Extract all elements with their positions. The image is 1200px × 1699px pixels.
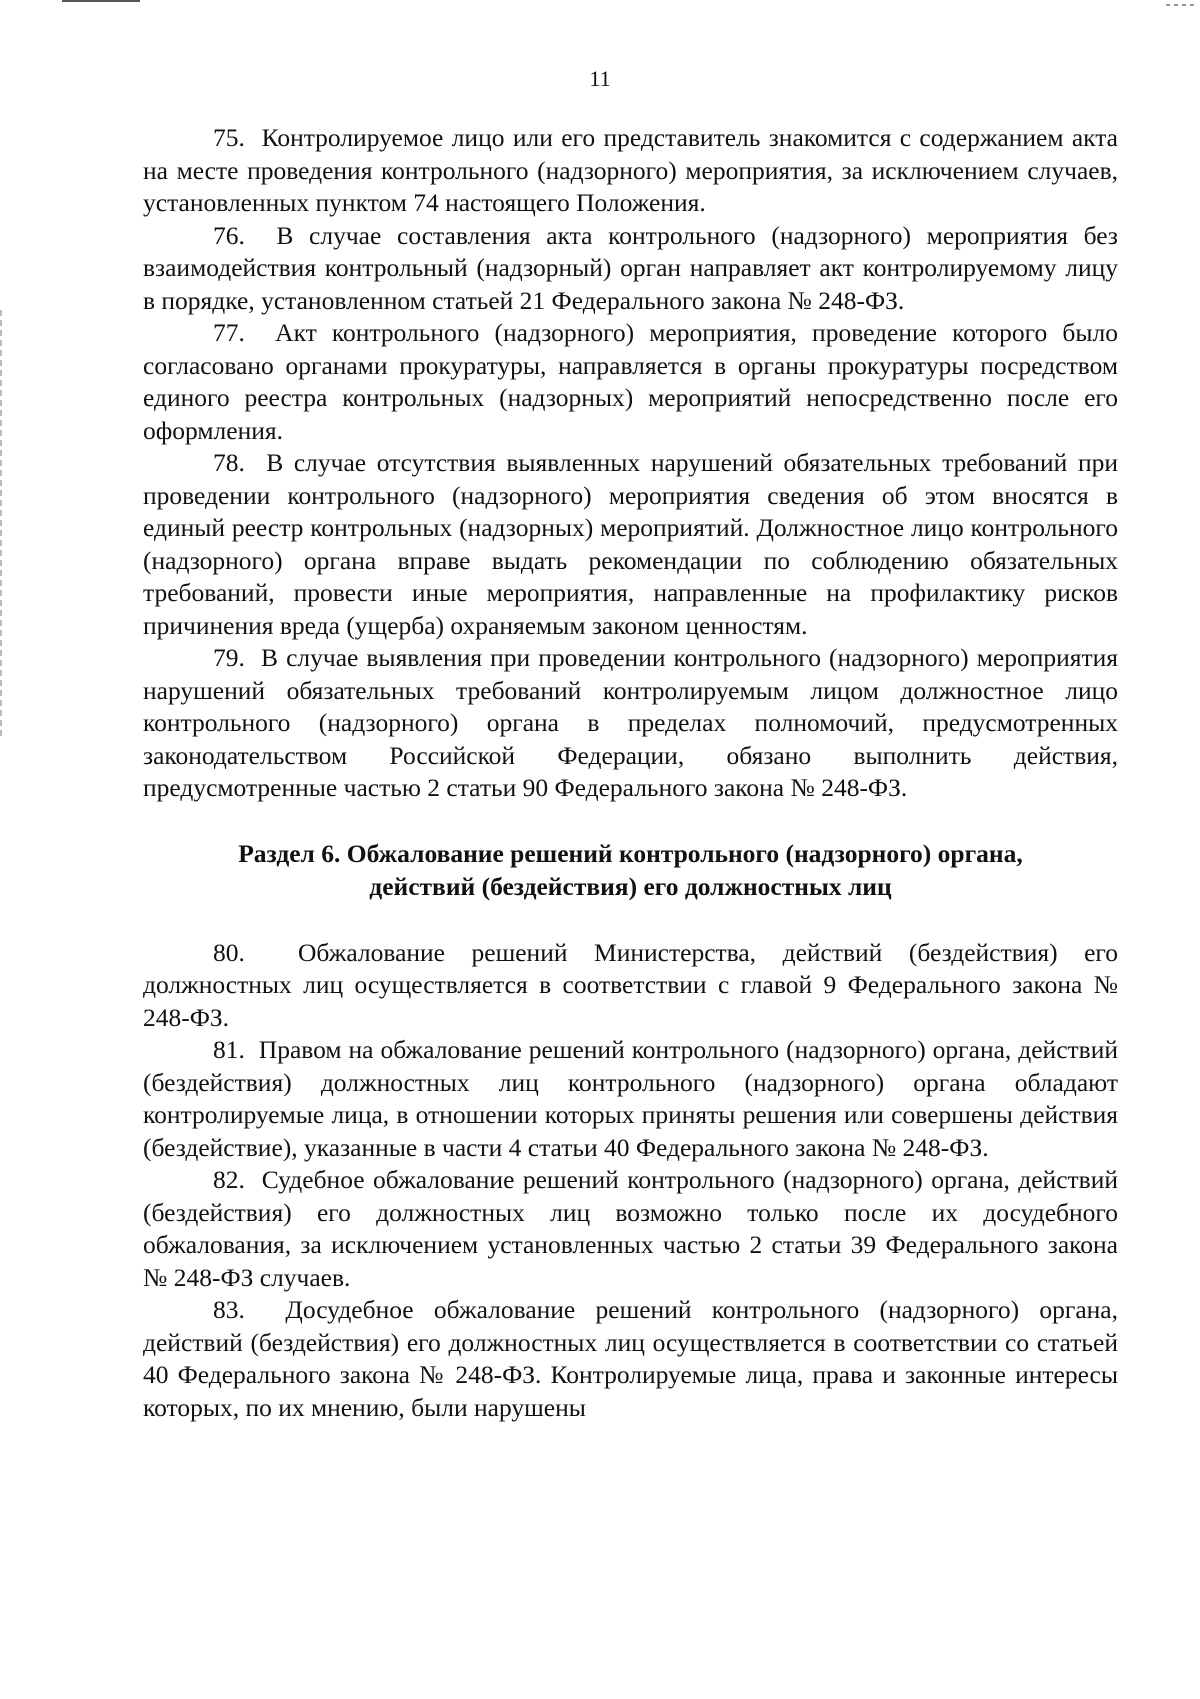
scan-artifact-line [62, 0, 140, 2]
scan-artifact-dashes [1166, 4, 1194, 6]
paragraph-80: 80. Обжалование решений Министерства, действий (бездействия) его должностных лиц осуществляется в соответствии с главой 9 Федерального закона № 248-ФЗ. [143, 937, 1118, 1032]
scan-artifact-edge [0, 310, 2, 740]
paragraph-75: 75. Контролируемое лицо или его представитель знакомится с содержанием акта на месте проведения контрольного (надзорного) мероприятия, за исключением случаев, установленных пунктом 74 настоящего Положения. [143, 123, 1118, 217]
paragraph-83: 83. Досудебное обжалование решений контрольного (надзорного) органа, действий (бездействия) его должностных лиц осуществляется в соответствии со статьей 40 Федерального закона № 248-ФЗ. Контролируемые лица, права и законные интересы которых, по их мнению, были нарушены [143, 1295, 1118, 1422]
paragraph-79: 79. В случае выявления при проведении контрольного (надзорного) мероприятия нарушений обязательных требований контролируемым лицом должностное лицо контрольного (надзорного) органа в пределах полномочий, предусмотренных законодательством Российской Федерации, обязано выполнить действия, предусмотренные частью 2 статьи 90 Федерального закона № 248-ФЗ. [143, 643, 1118, 802]
paragraph-81: 81. Правом на обжалование решений контрольного (надзорного) органа, действий (бездействия) должностных лиц контрольного (надзорного) органа обладают контролируемые лица, в отношении которых приняты решения или совершены действия (бездействие), указанные в части 4 статьи 40 Федерального закона № 248-ФЗ. [143, 1035, 1118, 1162]
section-heading-line-2: действий (бездействия) его должностных лиц [369, 871, 892, 901]
section-heading-line-1: Раздел 6. Обжалование решений контрольного (надзорного) органа, [238, 838, 1023, 868]
paragraph-77: 77. Акт контрольного (надзорного) мероприятия, проведение которого было согласовано органами прокуратуры, направляется в органы прокуратуры посредством единого реестра контрольных (надзорных) мероприятий непосредственно после его оформления. [143, 318, 1118, 445]
page-number: 11 [589, 66, 611, 91]
paragraph-78: 78. В случае отсутствия выявленных нарушений обязательных требований при проведении контрольного (надзорного) мероприятия сведения об этом вносятся в единый реестр контрольных (надзорных) мероприятий. Должностное лицо контрольного (надзорного) органа вправе выдать рекомендации по соблюдению обязательных требований, провести иные мероприятия, направленные на профилактику рисков причинения вреда (ущерба) охраняемым законом ценностям. [143, 448, 1118, 640]
document-body [143, 122, 1118, 1424]
paragraph-82: 82. Судебное обжалование решений контрольного (надзорного) органа, действий (бездействия) его должностных лиц возможно только после их досудебного обжалования, за исключением установленных частью 2 статьи 39 Федерального закона № 248-ФЗ случаев. [143, 1165, 1118, 1292]
paragraph-76: 76. В случае составления акта контрольного (надзорного) мероприятия без взаимодействия контрольный (надзорный) орган направляет акт контролируемому лицу в порядке, установленном статьей 21 Федерального закона № 248-ФЗ. [143, 220, 1118, 315]
section-heading [143, 837, 1118, 903]
